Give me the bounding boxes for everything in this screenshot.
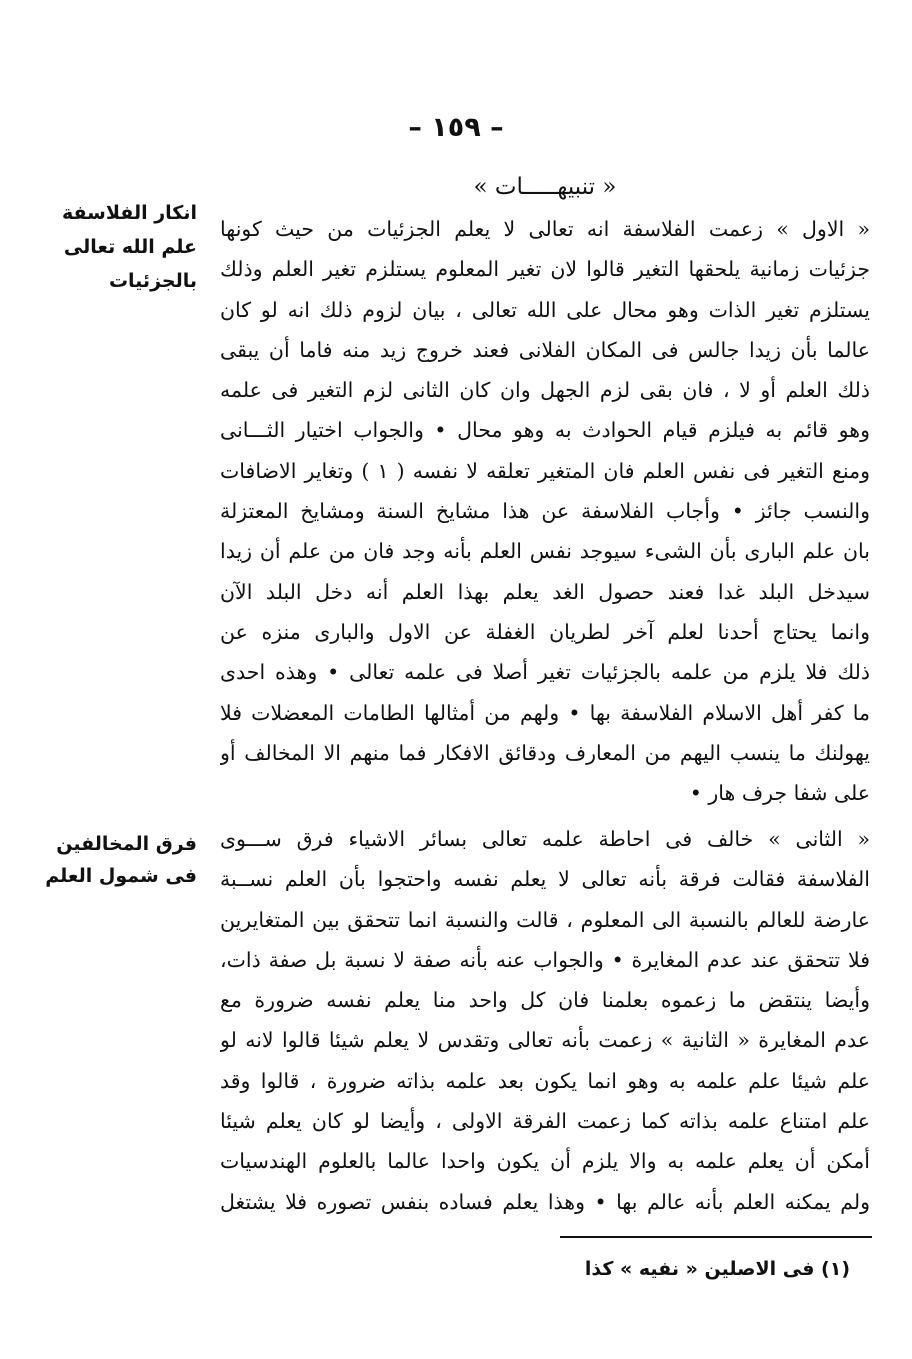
text-line: عدم المغايرة « الثانية » زعمت بأنه تعالى وتقدس لا يعلم شيئا قالوا لانه لو — [220, 1028, 870, 1053]
text-line: جزئيات زمانية يلحقها التغير قالوا لان تغير المعلوم يستلزم تغير العلم وذلك — [220, 257, 870, 282]
text-line: فلا تتحقق عند عدم المغايرة • والجواب عنه بأنه صفة لا نسبة بل صفة ذات، — [220, 947, 870, 972]
text-line: سيدخل البلد غدا فعند حصول الغد يعلم بهذا العلم أنه دخل البلد الآن — [220, 579, 870, 604]
text-line: ولم يمكنه العلم بأنه عالم بها • وهذا يعلم فساده بنفس تصوره فلا يشتغل — [220, 1189, 870, 1214]
margin-note-line: فى شمول العلم — [45, 865, 197, 887]
margin-note-line: انكار الفلاسفة — [61, 202, 197, 224]
text-line: عالما بأن زيدا جالس فى المكان الفلانى فعند خروج زيد منه فاما أن يبقى — [220, 337, 870, 362]
footnote: (١) فى الاصلين « نفيه » كذا — [584, 1258, 850, 1280]
text-line: ما كفر أهل الاسلام الفلاسفة بها • ولهم من أمثالها الطامات المعضلات فلا — [220, 700, 870, 725]
text-line: الفلاسفة فقالت فرقة بأنه تعالى لا يعلم نفسه واحتجوا بأن العلم نســبة — [220, 867, 870, 892]
text-line: ذلك فلا يلزم من علمه بالجزئيات تغير أصلا فى علمه تعالى • وهذه احدى — [220, 660, 870, 685]
text-line: وأيضا ينتقض ما زعموه بعلمنا فان كل واحد منا يعلم نفسه ضرورة مع — [220, 988, 870, 1013]
text-line: وانما يحتاج أحدنا لعلم آخر لطريان الغفلة عن الاول والبارى منزه عن — [220, 619, 870, 644]
margin-note-line: فرق المخالفين — [56, 833, 197, 855]
body-section-first — [220, 209, 870, 813]
text-line: « الثانى » خالف فى احاطة علمه تعالى بسائر الاشياء فرق ســـوى — [220, 827, 870, 851]
page-number: – ١٥٩ – — [408, 112, 504, 143]
margin-note-dissenting-sects — [37, 828, 197, 892]
margin-note-line: بالجزئيات — [108, 270, 197, 292]
text-line: يهولنك ما ينسب اليهم من المعارف ودقائق الافكار فما منهم الا المخالف أو — [220, 740, 870, 765]
text-line: ذلك العلم أو لا ، فان بقى لزم الجهل وان كان الثانى لزم التغير فى علمه — [220, 378, 870, 403]
body-section-second — [220, 819, 870, 1222]
text-line: أمكن أن يعلم علمه به والا يلزم أن يكون واحدا عالما بالعلوم الهندسيات — [220, 1149, 870, 1174]
text-line: علم شيئا علم علمه به وهو انما يكون بعد علمه بذاته ضرورة ، قالوا وقد — [220, 1068, 870, 1093]
text-line: عارضة للعالم بالنسبة الى المعلوم ، قالت والنسبة انما تتحقق بين المتغايرين — [220, 907, 870, 932]
text-line: على شفا جرف هار • — [689, 781, 870, 806]
text-line: « الاول » زعمت الفلاسفة انه تعالى لا يعلم الجزئيات من حيث كونها — [220, 217, 870, 241]
margin-note-philosophers-denial — [37, 196, 197, 298]
text-line: ومنع التغير فى نفس العلم فان المتغير تعلقه لا نفسه ( ١ ) وتغاير الاضافات — [220, 458, 870, 483]
text-line: علم امتناع علمه بذاته كما زعمت الفرقة الاولى ، وأيضا لو كان يعلم شيئا — [220, 1109, 870, 1134]
text-line: يستلزم تغير الذات وهو محال على الله تعالى ، بيان لزوم ذلك انه لو كان — [220, 297, 870, 322]
footnote-divider — [560, 1236, 872, 1238]
text-line: والنسب جائز • وأجاب الفلاسفة عن هذا مشايخ السنة ومشايخ المعتزلة — [220, 499, 870, 524]
section-heading: « تنبيهـــــات » — [473, 174, 617, 200]
text-line: وهو قائم به فيلزم قيام الحوادث به وهو محال • والجواب اختيار الثـــانى — [220, 418, 870, 443]
text-line: بان علم البارى بأن الشىء سيوجد نفس العلم بأنه وجد فان من علم أن زيدا — [220, 539, 870, 564]
margin-note-line: علم الله تعالى — [63, 236, 197, 258]
